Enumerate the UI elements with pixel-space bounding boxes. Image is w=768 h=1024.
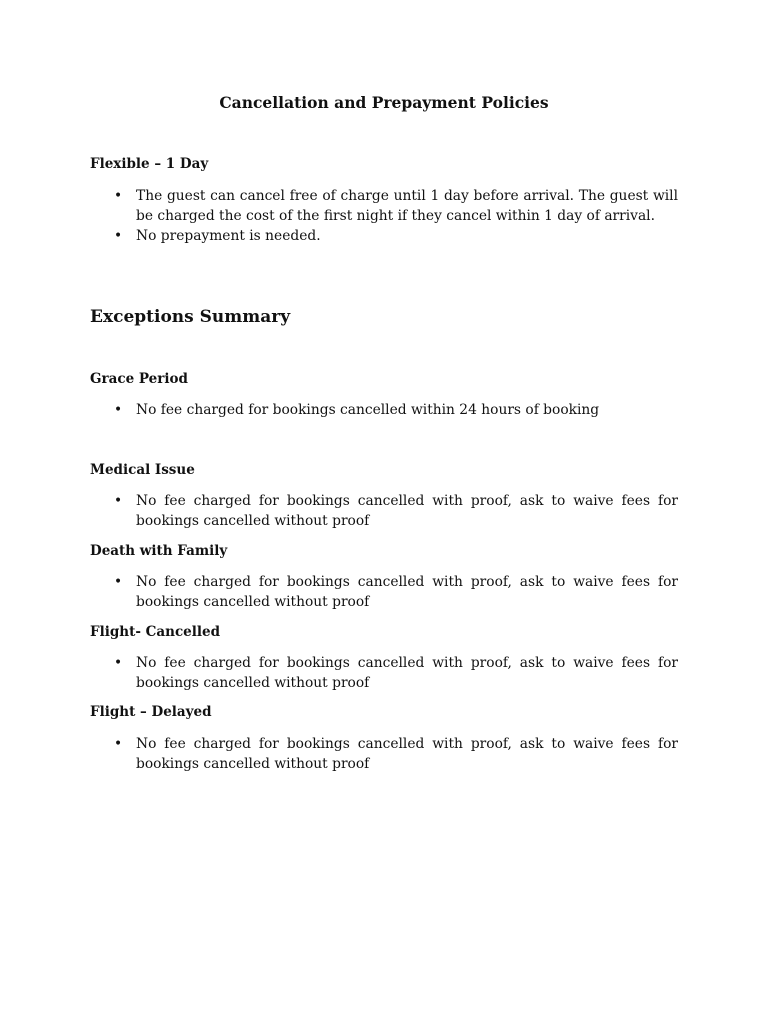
bullet-icon: • bbox=[114, 188, 123, 204]
list-item-text: No fee charged for bookings cancelled with proof, ask to waive fees for bookings cancelled without proof bbox=[136, 736, 678, 772]
list-item-text: The guest can cancel free of charge until 1 day before arrival. The guest will be charged the cost of the first night if they cancel within 1 day of arrival. bbox=[136, 188, 678, 224]
exception-bullet-list bbox=[90, 734, 678, 774]
list-item bbox=[90, 653, 678, 693]
exception-bullet-list bbox=[90, 491, 678, 531]
policy-heading: Flexible – 1 Day bbox=[90, 156, 209, 172]
list-item-text: No fee charged for bookings cancelled within 24 hours of booking bbox=[136, 402, 600, 418]
bullet-icon: • bbox=[114, 493, 123, 509]
exception-heading-medical-issue: Medical Issue bbox=[90, 462, 195, 478]
list-item-text: No fee charged for bookings cancelled with proof, ask to waive fees for bookings cancelled without proof bbox=[136, 574, 678, 610]
list-item-text: No fee charged for bookings cancelled with proof, ask to waive fees for bookings cancelled without proof bbox=[136, 655, 678, 691]
exception-heading-grace-period: Grace Period bbox=[90, 371, 188, 387]
list-item bbox=[90, 186, 678, 226]
list-item bbox=[90, 226, 678, 246]
bullet-icon: • bbox=[114, 655, 123, 671]
list-item-text: No fee charged for bookings cancelled with proof, ask to waive fees for bookings cancelled without proof bbox=[136, 493, 678, 529]
exception-bullet-list bbox=[90, 653, 678, 693]
page-title: Cancellation and Prepayment Policies bbox=[219, 93, 549, 112]
bullet-icon: • bbox=[114, 228, 123, 244]
bullet-icon: • bbox=[114, 402, 123, 418]
bullet-icon: • bbox=[114, 574, 123, 590]
exceptions-heading: Exceptions Summary bbox=[90, 307, 291, 327]
list-item bbox=[90, 734, 678, 774]
exception-bullet-list bbox=[90, 400, 678, 420]
list-item bbox=[90, 572, 678, 612]
exception-heading-flight-cancelled: Flight- Cancelled bbox=[90, 624, 221, 640]
list-item bbox=[90, 400, 678, 420]
exception-bullet-list bbox=[90, 572, 678, 612]
list-item bbox=[90, 491, 678, 531]
list-item-text: No prepayment is needed. bbox=[136, 228, 321, 244]
policy-bullet-list bbox=[90, 186, 678, 246]
bullet-icon: • bbox=[114, 736, 123, 752]
exception-heading-death-with-family: Death with Family bbox=[90, 543, 228, 559]
exception-heading-flight-delayed: Flight – Delayed bbox=[90, 704, 212, 720]
